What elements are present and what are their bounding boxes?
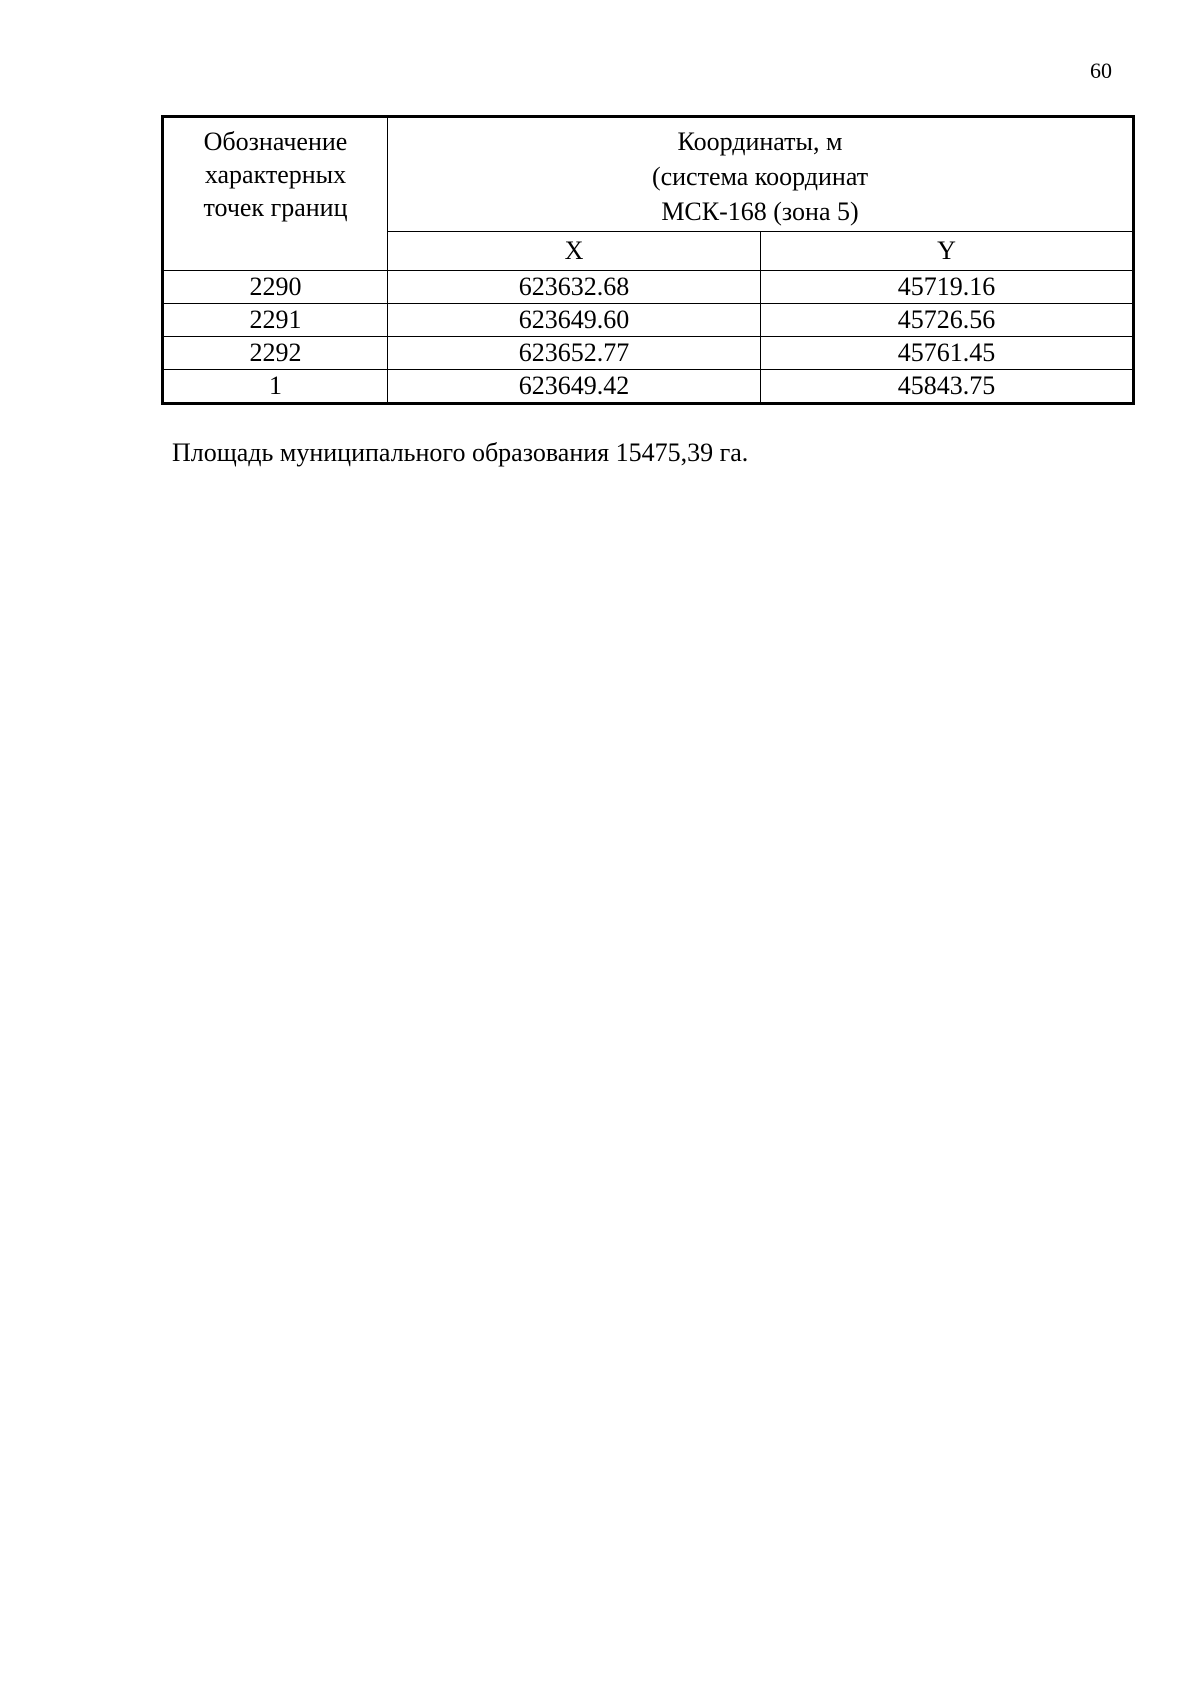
y-cell: 45726.56 xyxy=(761,304,1134,337)
x-cell: 623652.77 xyxy=(388,337,761,370)
coords-header-line-1: Координаты, м xyxy=(677,127,843,156)
area-statement: Площадь муниципального образования 15475,39 га. xyxy=(172,438,749,467)
point-cell: 2290 xyxy=(163,271,388,304)
y-cell: 45761.45 xyxy=(761,337,1134,370)
point-header-line-1: Обозначение xyxy=(203,127,348,156)
table-row xyxy=(163,337,1134,370)
point-header-line-2: характерных xyxy=(204,160,347,189)
y-column-header: Y xyxy=(761,232,1134,271)
coords-header-line-3: МСК-168 (зона 5) xyxy=(661,197,859,226)
point-header-line-3: точек границ xyxy=(203,193,348,222)
table-row xyxy=(163,304,1134,337)
x-column-header: X xyxy=(388,232,761,271)
point-cell: 2291 xyxy=(163,304,388,337)
table-row xyxy=(163,271,1134,304)
point-cell: 1 xyxy=(163,370,388,404)
point-cell: 2292 xyxy=(163,337,388,370)
coords-header-line-2: (система координат xyxy=(651,162,869,191)
y-cell: 45719.16 xyxy=(761,271,1134,304)
x-cell: 623649.42 xyxy=(388,370,761,404)
coordinates-table xyxy=(161,115,1135,405)
page-number: 60 xyxy=(1090,58,1112,83)
point-designation-header xyxy=(163,117,388,271)
y-cell: 45843.75 xyxy=(761,370,1134,404)
table-row xyxy=(163,370,1134,404)
x-cell: 623632.68 xyxy=(388,271,761,304)
x-cell: 623649.60 xyxy=(388,304,761,337)
coordinates-header xyxy=(388,117,1134,232)
